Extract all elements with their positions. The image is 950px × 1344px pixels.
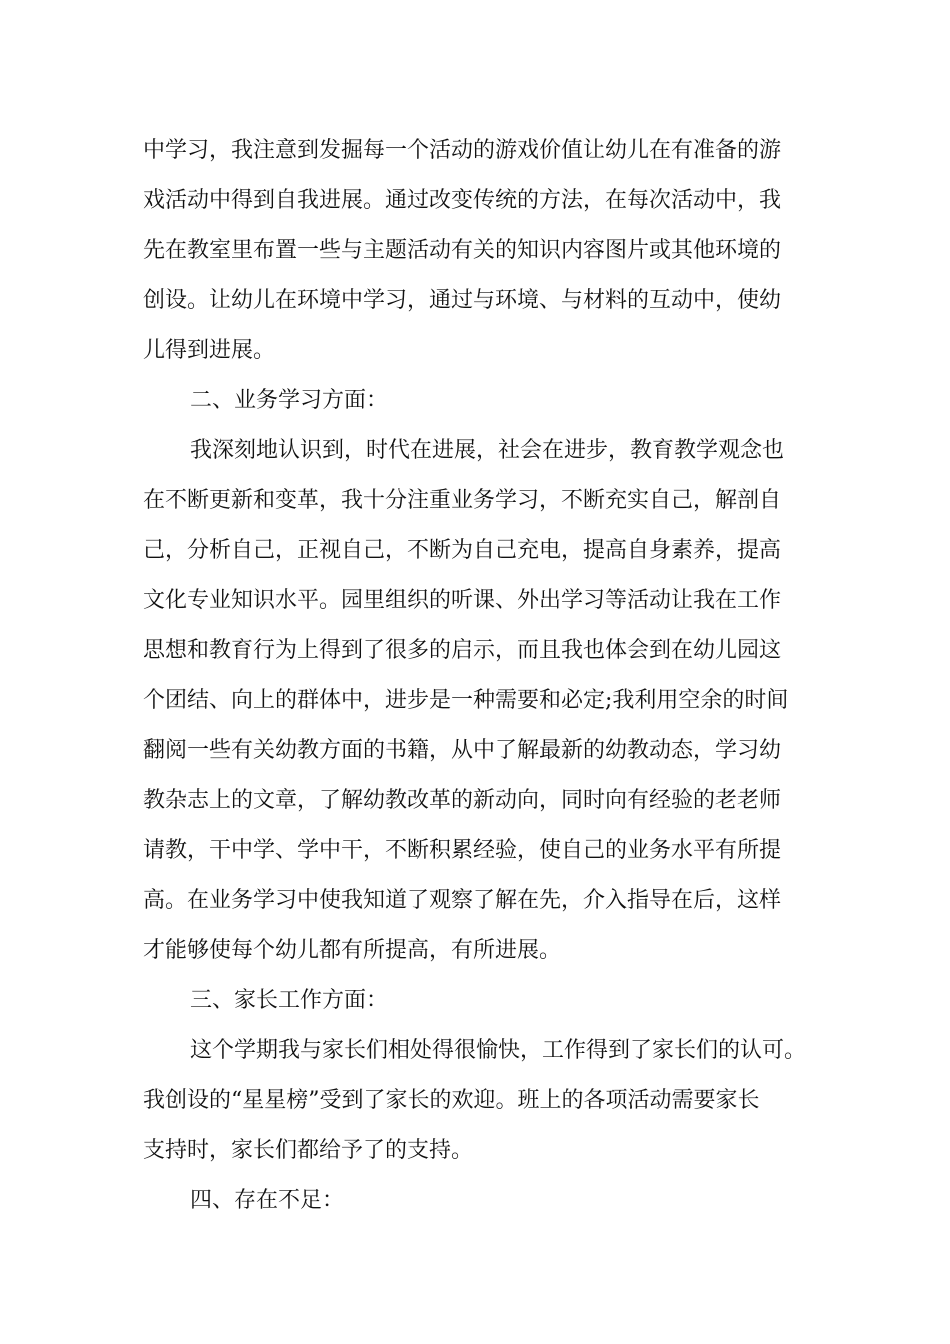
text-line: 这个学期我与家长们相处得很愉快，工作得到了家长们的认可。 <box>190 1038 807 1063</box>
text-line: 中学习，我注意到发掘每一个活动的游戏价值让幼儿在有准备的游 <box>143 138 782 163</box>
text-line: 戏活动中得到自我进展。通过改变传统的方法，在每次活动中，我 <box>143 188 782 213</box>
section-heading: 二、业务学习方面： <box>190 388 389 413</box>
section-heading: 四、存在不足： <box>190 1188 345 1213</box>
text-line: 思想和教育行为上得到了很多的启示，而且我也体会到在幼儿园这 <box>143 638 782 663</box>
text-line: 请教，干中学、学中干，不断积累经验，使自己的业务水平有所提 <box>143 838 782 863</box>
text-line: 才能够使每个幼儿都有所提高，有所进展。 <box>143 938 562 963</box>
text-line: 先在教室里布置一些与主题活动有关的知识内容图片或其他环境的 <box>143 238 782 263</box>
text-line: 我创设的“星星榜”受到了家长的欢迎。班上的各项活动需要家长 <box>143 1088 760 1113</box>
text-line: 在不断更新和变革，我十分注重业务学习，不断充实自己，解剖自 <box>143 488 782 513</box>
text-line: 个团结、向上的群体中，进步是一种需要和必定;我利用空余的时间 <box>143 688 789 713</box>
text-line: 高。在业务学习中使我知道了观察了解在先，介入指导在后，这样 <box>143 888 782 913</box>
text-line: 创设。让幼儿在环境中学习，通过与环境、与材料的互动中，使幼 <box>143 288 782 313</box>
text-line: 我深刻地认识到，时代在进展，社会在进步，教育教学观念也 <box>190 438 785 463</box>
text-line: 己，分析自己，正视自己，不断为自己充电，提高自身素养，提高 <box>143 538 782 563</box>
section-heading: 三、家长工作方面： <box>190 988 389 1013</box>
text-line: 教杂志上的文章，了解幼教改革的新动向，同时向有经验的老老师 <box>143 788 782 813</box>
text-line: 支持时，家长们都给予了的支持。 <box>143 1138 474 1163</box>
text-line: 翻阅一些有关幼教方面的书籍，从中了解最新的幼教动态，学习幼 <box>143 738 782 763</box>
text-line: 文化专业知识水平。园里组织的听课、外出学习等活动让我在工作 <box>143 588 782 613</box>
text-line: 儿得到进展。 <box>143 338 276 363</box>
